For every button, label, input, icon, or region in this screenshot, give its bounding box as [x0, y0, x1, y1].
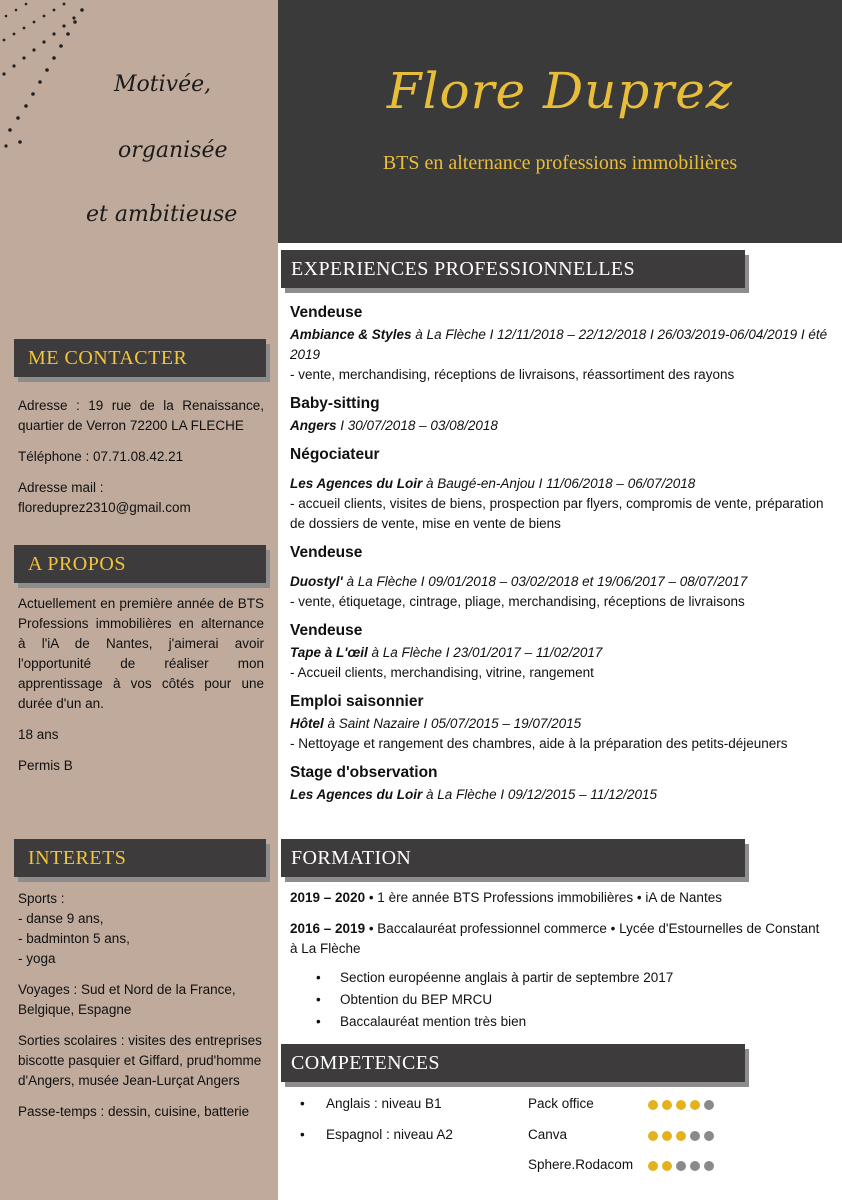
job-details: I 30/07/2018 – 03/08/2018 [336, 418, 498, 433]
rating-dot-filled-icon [648, 1100, 658, 1110]
about-license: Permis B [18, 758, 73, 773]
contact-address: Adresse : 19 rue de la Renaissance, quartier de Verron 72200 LA FLECHE [18, 398, 264, 433]
rating-dot-empty-icon [690, 1161, 700, 1171]
job-meta [290, 572, 830, 592]
contact-section [18, 396, 264, 518]
education-entry [290, 888, 830, 908]
interests-sports-label: Sports : [18, 891, 65, 906]
job-details: à La Flèche I 12/11/2018 – 22/12/2018 I 26/03/2019-06/04/2019 I été 2019 [290, 327, 828, 362]
job-title: Emploi saisonnier [290, 693, 424, 710]
tool-skill: Pack office [528, 1096, 594, 1111]
rating-dot-filled-icon [690, 1100, 700, 1110]
interest-sport: - yoga [18, 951, 56, 966]
about-text: Actuellement en première année de BTS Professions immobilières en alternance à l'iA de Nantes, j'aimerai avoir l'opportunité de réaliser mon apprentissage à vos côtés pour une durée d'un an. [18, 596, 264, 711]
job-title: Négociateur [290, 446, 380, 463]
job-meta [290, 643, 830, 663]
skills-heading: COMPETENCES [281, 1044, 745, 1082]
contact-phone: Téléphone : 07.71.08.42.21 [18, 449, 184, 464]
job-meta [290, 325, 830, 365]
job-entry [290, 620, 830, 683]
job-meta [290, 416, 830, 436]
rating-dot-filled-icon [648, 1131, 658, 1141]
interest-sport: - badminton 5 ans, [18, 931, 130, 946]
job-title: Vendeuse [290, 544, 363, 561]
job-meta [290, 714, 830, 734]
interests-section [18, 889, 264, 1133]
skill-rating [648, 1098, 718, 1113]
experience-list [290, 302, 830, 813]
job-description: - vente, merchandising, réceptions de livraisons, réassortiment des rayons [290, 367, 735, 382]
education-list [290, 888, 830, 1034]
rating-dot-filled-icon [662, 1100, 672, 1110]
job-company: Duostyl' [290, 574, 343, 589]
interests-travel: Voyages : Sud et Nord de la France, Belgique, Espagne [18, 982, 236, 1017]
contact-email: floreduprez2310@gmail.com [18, 500, 191, 515]
contact-email-label: Adresse mail : [18, 480, 104, 495]
tool-skill: Sphere.Rodacom [528, 1157, 634, 1172]
job-entry [290, 542, 830, 612]
skills-section [300, 1094, 730, 1184]
education-text: • Baccalauréat professionnel commerce • Lycée d'Estournelles de Constant à La Flèche [290, 921, 820, 956]
education-text: • 1 ère année BTS Professions immobilières • iA de Nantes [365, 890, 722, 905]
motto-line: et ambitieuse [86, 202, 238, 227]
motto-line: Motivée, [114, 72, 212, 97]
job-company: Les Agences du Loir [290, 787, 423, 802]
job-entry [290, 444, 830, 534]
job-entry [290, 302, 830, 385]
rating-dot-filled-icon [676, 1100, 686, 1110]
job-details: à La Flèche I 09/01/2018 – 03/02/2018 et 19/06/2017 – 08/07/2017 [342, 574, 748, 589]
job-details: à La Flèche I 09/12/2015 – 11/12/2015 [422, 787, 657, 802]
rating-dot-filled-icon [648, 1161, 658, 1171]
candidate-subtitle: BTS en alternance professions immobilières [382, 152, 738, 174]
job-entry [290, 762, 830, 805]
education-years: 2019 – 2020 [290, 890, 366, 905]
interests-heading: INTERETS [14, 839, 266, 877]
job-details: à Saint Nazaire I 05/07/2015 – 19/07/2015 [323, 716, 582, 731]
job-company: Ambiance & Styles [290, 327, 412, 342]
job-company: Angers [290, 418, 337, 433]
job-company: Tape à L'œil [290, 645, 368, 660]
motto-line: organisée [118, 138, 228, 163]
interests-trips: Sorties scolaires : visites des entreprises biscotte pasquier et Giffard, prud'homme d'Angers, musée Jean-Lurçat Angers [18, 1033, 262, 1088]
interest-sport: - danse 9 ans, [18, 911, 104, 926]
job-title: Vendeuse [290, 622, 363, 639]
list-item: • Section européenne anglais à partir de septembre 2017 [316, 968, 830, 988]
job-description: - vente, étiquetage, cintrage, pliage, merchandising, réceptions de livraisons [290, 594, 745, 609]
job-entry [290, 393, 830, 436]
rating-dot-filled-icon [662, 1131, 672, 1141]
candidate-name: Flore Duprez [386, 62, 734, 120]
job-details: à Baugé-en-Anjou I 11/06/2018 – 06/07/2018 [422, 476, 696, 491]
job-title: Vendeuse [290, 304, 363, 321]
interests-hobbies: Passe-temps : dessin, cuisine, batterie [18, 1104, 250, 1119]
job-title: Baby-sitting [290, 395, 380, 412]
about-section [18, 594, 264, 787]
rating-dot-filled-icon [662, 1161, 672, 1171]
job-entry [290, 691, 830, 754]
education-years: 2016 – 2019 [290, 921, 366, 936]
job-description: - Nettoyage et rangement des chambres, aide à la préparation des petits-déjeuners [290, 736, 788, 751]
rating-dot-filled-icon [676, 1131, 686, 1141]
language-skill: • Anglais : niveau B1 [300, 1096, 442, 1111]
rating-dot-empty-icon [704, 1131, 714, 1141]
about-heading: A PROPOS [14, 545, 266, 583]
job-description: - accueil clients, visites de biens, prospection par flyers, compromis de vente, préparation de dossiers de vente, mise en vente de biens [290, 496, 824, 531]
rating-dot-empty-icon [704, 1161, 714, 1171]
rating-dot-empty-icon [704, 1100, 714, 1110]
job-company: Les Agences du Loir [290, 476, 423, 491]
list-item: • Baccalauréat mention très bien [316, 1012, 830, 1032]
rating-dot-empty-icon [690, 1131, 700, 1141]
header-banner [278, 0, 842, 243]
job-meta [290, 474, 830, 494]
about-age: 18 ans [18, 727, 59, 742]
left-sidebar [0, 0, 278, 1200]
education-bullets [290, 968, 830, 1032]
experience-heading: EXPERIENCES PROFESSIONNELLES [281, 250, 745, 288]
education-heading: FORMATION [281, 839, 745, 877]
job-meta [290, 785, 830, 805]
language-skill: • Espagnol : niveau A2 [300, 1127, 453, 1142]
list-item: • Obtention du BEP MRCU [316, 990, 830, 1010]
job-details: à La Flèche I 23/01/2017 – 11/02/2017 [367, 645, 603, 660]
job-title: Stage d'observation [290, 764, 438, 781]
skill-rating [648, 1129, 718, 1144]
rating-dot-empty-icon [676, 1161, 686, 1171]
job-company: Hôtel [290, 716, 324, 731]
education-entry [290, 919, 830, 959]
contact-heading: ME CONTACTER [14, 339, 266, 377]
job-description: - Accueil clients, merchandising, vitrine, rangement [290, 665, 594, 680]
skill-rating [648, 1159, 718, 1174]
tool-skill: Canva [528, 1127, 568, 1142]
